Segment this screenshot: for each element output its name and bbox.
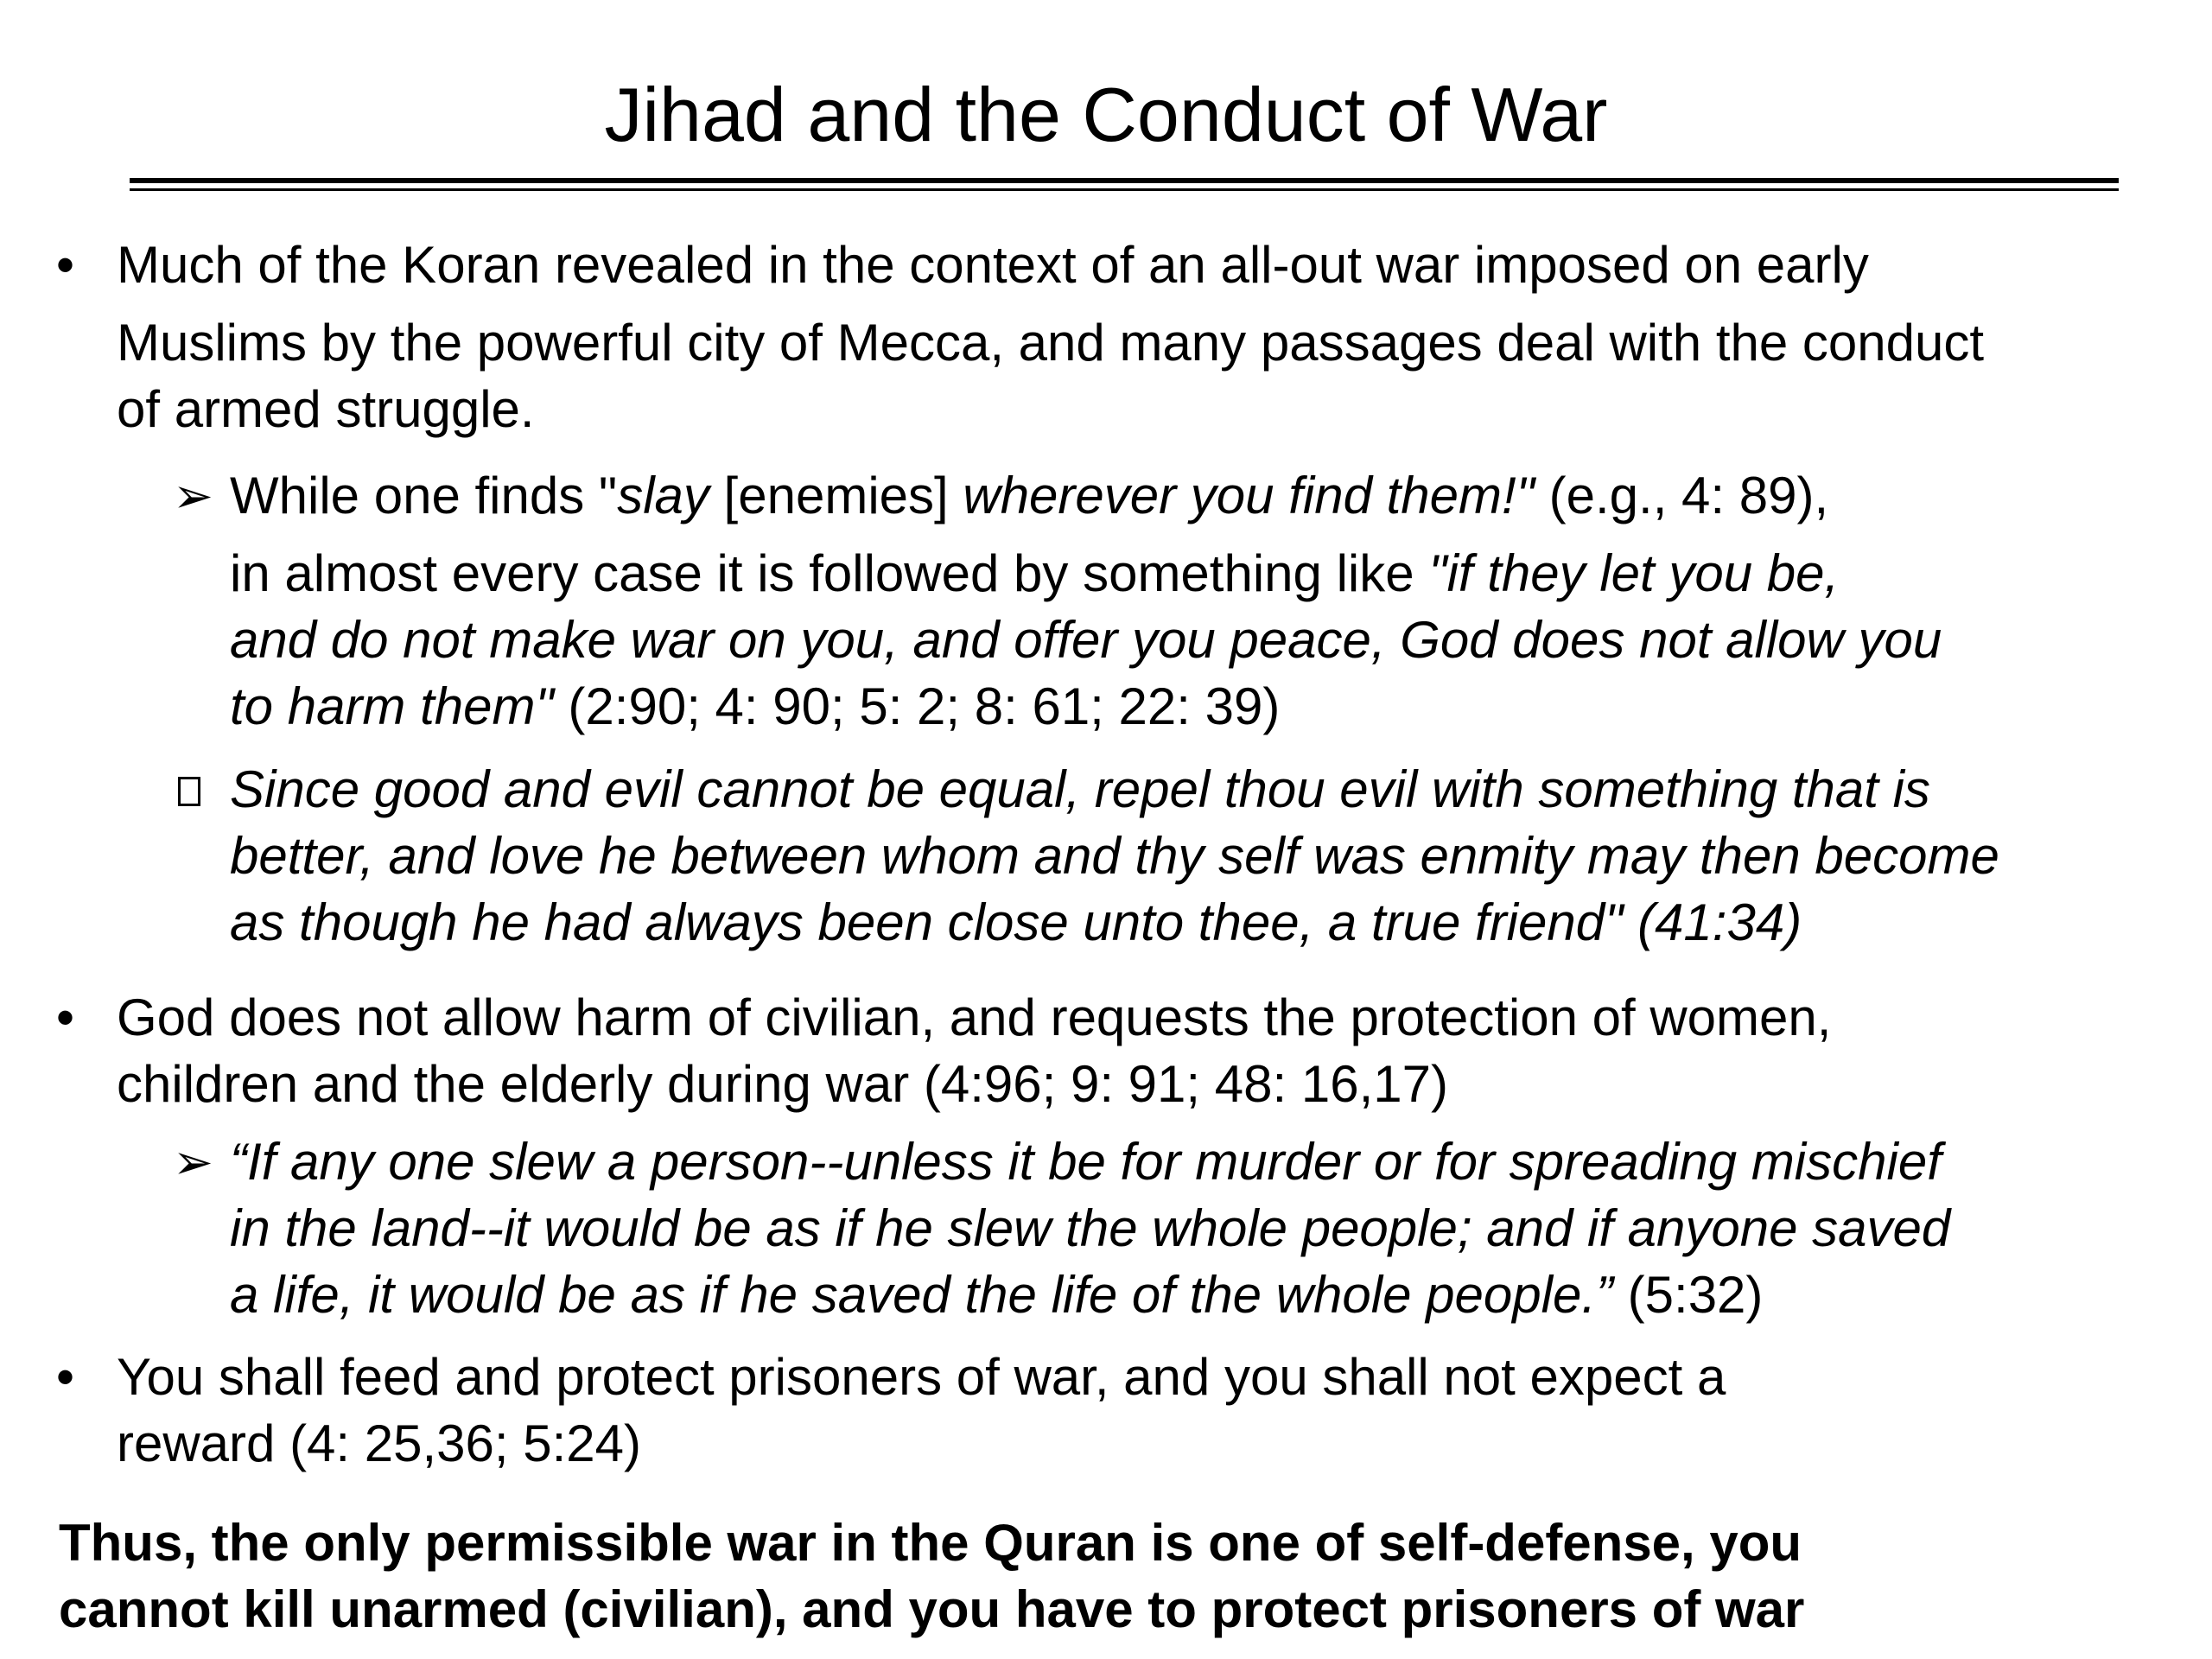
text-run: in almost every case it is followed by something like [230,544,1429,602]
bullet-text-line: reward (4: 25,36; 5:24) [117,1414,642,1472]
bullet-icon: • [56,236,75,294]
bullet-text-line: Much of the Koran revealed in the context of an all-out war imposed on early [117,236,1869,294]
subbullet-text-line: Since good and evil cannot be equal, repel thou evil with something that is [230,760,1930,818]
bullet-koran-context [56,232,1985,442]
bullet-text-line: Muslims by the powerful city of Mecca, and many passages deal with the conduct [117,314,1985,372]
subbullet-slay-enemies [173,462,1942,740]
subbullet-text-line [230,1262,1950,1328]
text-run: (5:32) [1613,1266,1764,1324]
bullet-icon: • [56,988,75,1046]
text-run: (2:90; 4: 90; 5: 2; 8: 61; 22: 39) [553,677,1281,735]
bullet-text-line: You shall feed and protect prisoners of war, and you shall not expect a [117,1348,1726,1406]
subbullet-text-line: “If any one slew a person--unless it be for murder or for spreading mischief [230,1133,1942,1191]
text-run: (e.g., 4: 89), [1534,467,1829,524]
subbullet-text-line [230,673,1942,740]
bullet-text-line: children and the elderly during war (4:96; 9: 91; 48: 16,17) [117,1055,1448,1113]
subbullet-repel-evil [230,756,1999,956]
subbullet-text-line: and do not make war on you, and offer you peace, God does not allow you [230,611,1942,669]
text-run-italic: a life, it would be as if he saved the life of the whole people.” [230,1266,1613,1324]
text-run: [enemies] [709,467,963,524]
text-run-italic: to harm them" [230,677,554,735]
bullet-text-line: God does not allow harm of civilian, and requests the protection of women, [117,988,1832,1046]
title-divider-thin [130,188,2119,191]
conclusion-statement [59,1510,1804,1643]
subbullet-slew-a-person [173,1128,1951,1328]
subbullet-text-line: in the land--it would be as if he slew the whole people; and if anyone saved [230,1199,1951,1257]
arrow-bullet-icon: ➢ [173,1135,213,1189]
conclusion-line: cannot kill unarmed (civilian), and you have to protect prisoners of war [59,1580,1805,1638]
bullet-prisoners-of-war [56,1344,1726,1477]
subbullet-text-line: better, and love he between whom and thy self was enmity may then become [230,827,1999,885]
subbullet-text-line [230,462,1942,540]
arrow-bullet-icon: ➢ [173,468,213,523]
text-run-italic: "if they let you be, [1428,544,1840,602]
bullet-text-line: of armed struggle. [117,380,535,438]
title-divider-thick [130,178,2119,183]
text-run-italic: wherever you find them!" [963,467,1535,524]
slide-title: Jihad and the Conduct of War [604,72,1608,157]
bullet-civilian-protection [56,984,1832,1117]
bullet-icon: • [56,1348,75,1406]
subbullet-text-line: as though he had always been close unto thee, a true friend" (41:34) [230,893,1802,951]
missing-glyph-bullet-icon [173,756,218,823]
conclusion-line: Thus, the only permissible war in the Quran is one of self-defense, you [59,1514,1802,1572]
text-run: While one finds " [230,467,618,524]
text-run-italic: slay [617,467,709,524]
subbullet-text-line [230,540,1942,607]
